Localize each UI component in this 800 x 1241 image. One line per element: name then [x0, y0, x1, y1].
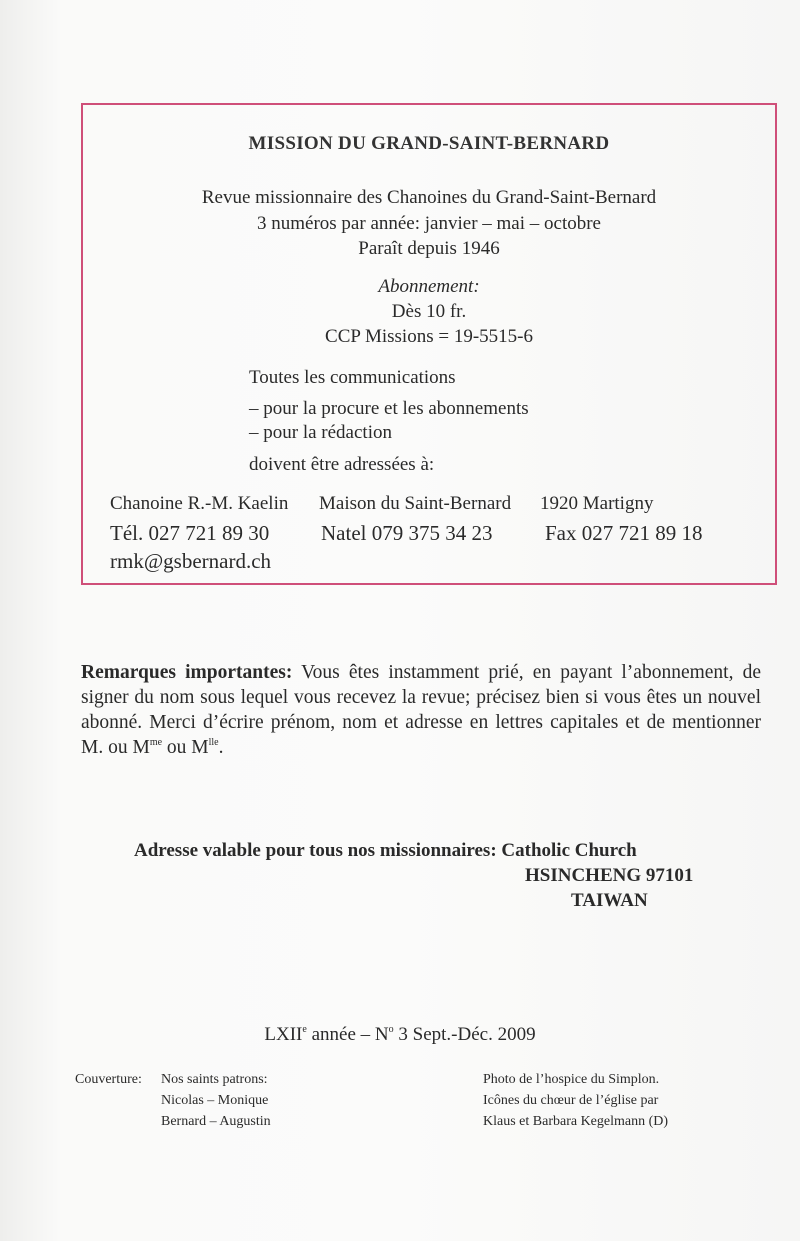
cover-line-1: Nos saints patrons: — [161, 1072, 268, 1087]
remarks-label: Remarques importantes: — [81, 662, 293, 683]
ccp-number: CCP Missions = 19-5515-6 — [325, 326, 533, 347]
comm-item-2: – pour la rédaction — [249, 422, 392, 443]
contact-city: 1920 Martigny — [540, 493, 654, 514]
cover-line-3: Bernard – Augustin — [161, 1114, 271, 1129]
subtitle-2: 3 numéros par année: janvier – mai – octobre — [257, 213, 601, 234]
remarks-sup-lle: lle — [208, 737, 219, 748]
remarks-paragraph — [81, 660, 761, 760]
info-box — [81, 103, 777, 585]
photo-line-2: Icônes du chœur de l’église par — [483, 1093, 659, 1108]
contact-email: rmk@gsbernard.ch — [110, 549, 272, 573]
remarks-text-2: ou M — [162, 737, 209, 758]
comm-item-1: – pour la procure et les abonnements — [249, 398, 529, 419]
contact-house: Maison du Saint-Bernard — [319, 493, 512, 514]
remarks-sup-me: me — [149, 737, 163, 748]
issue-line — [0, 1024, 800, 1046]
subtitle-3: Paraît depuis 1946 — [358, 238, 500, 259]
contact-name: Chanoine R.-M. Kaelin — [110, 493, 289, 514]
subtitle-1: Revue missionnaire des Chanoines du Grand-Saint-Bernard — [201, 187, 657, 208]
issue-part-2: année – N — [306, 1024, 389, 1045]
address-line-1: Adresse valable pour tous nos missionnaires: Catholic Church — [134, 840, 637, 861]
issue-sup-e: e — [302, 1024, 307, 1035]
cover-line-2: Nicolas – Monique — [161, 1093, 269, 1108]
issue-sup-o: o — [388, 1024, 394, 1035]
contact-tel: Tél. 027 721 89 30 — [110, 521, 270, 545]
photo-line-3: Klaus et Barbara Kegelmann (D) — [483, 1114, 669, 1129]
comm-outro: doivent être adressées à: — [249, 454, 435, 475]
remarks-text-1: Vous êtes instamment prié, en payant l’abonnement, de signer du nom sous lequel vous recevez la revue; précisez bien si vous êtes un nouvel abonné. Merci d’écrire prénom, nom et adresse en lettres capitales et de mentionner M. ou M — [81, 662, 761, 758]
price: Dès 10 fr. — [391, 301, 467, 322]
comm-intro: Toutes les communications — [249, 367, 456, 388]
issue-part-3: 3 Sept.-Déc. 2009 — [393, 1024, 536, 1045]
contact-natel: Natel 079 375 34 23 — [321, 521, 493, 545]
abonnement-label: Abonnement: — [378, 276, 480, 297]
address-line-2: HSINCHENG 97101 — [525, 865, 694, 886]
address-line-3: TAIWAN — [571, 890, 648, 911]
photo-line-1: Photo de l’hospice du Simplon. — [483, 1072, 660, 1087]
cover-label: Couverture: — [75, 1072, 142, 1087]
issue-part-1: LXII — [264, 1024, 303, 1045]
contact-fax: Fax 027 721 89 18 — [545, 521, 703, 545]
remarks-text-3: . — [218, 737, 224, 758]
box-title: MISSION DU GRAND-SAINT-BERNARD — [248, 133, 610, 154]
